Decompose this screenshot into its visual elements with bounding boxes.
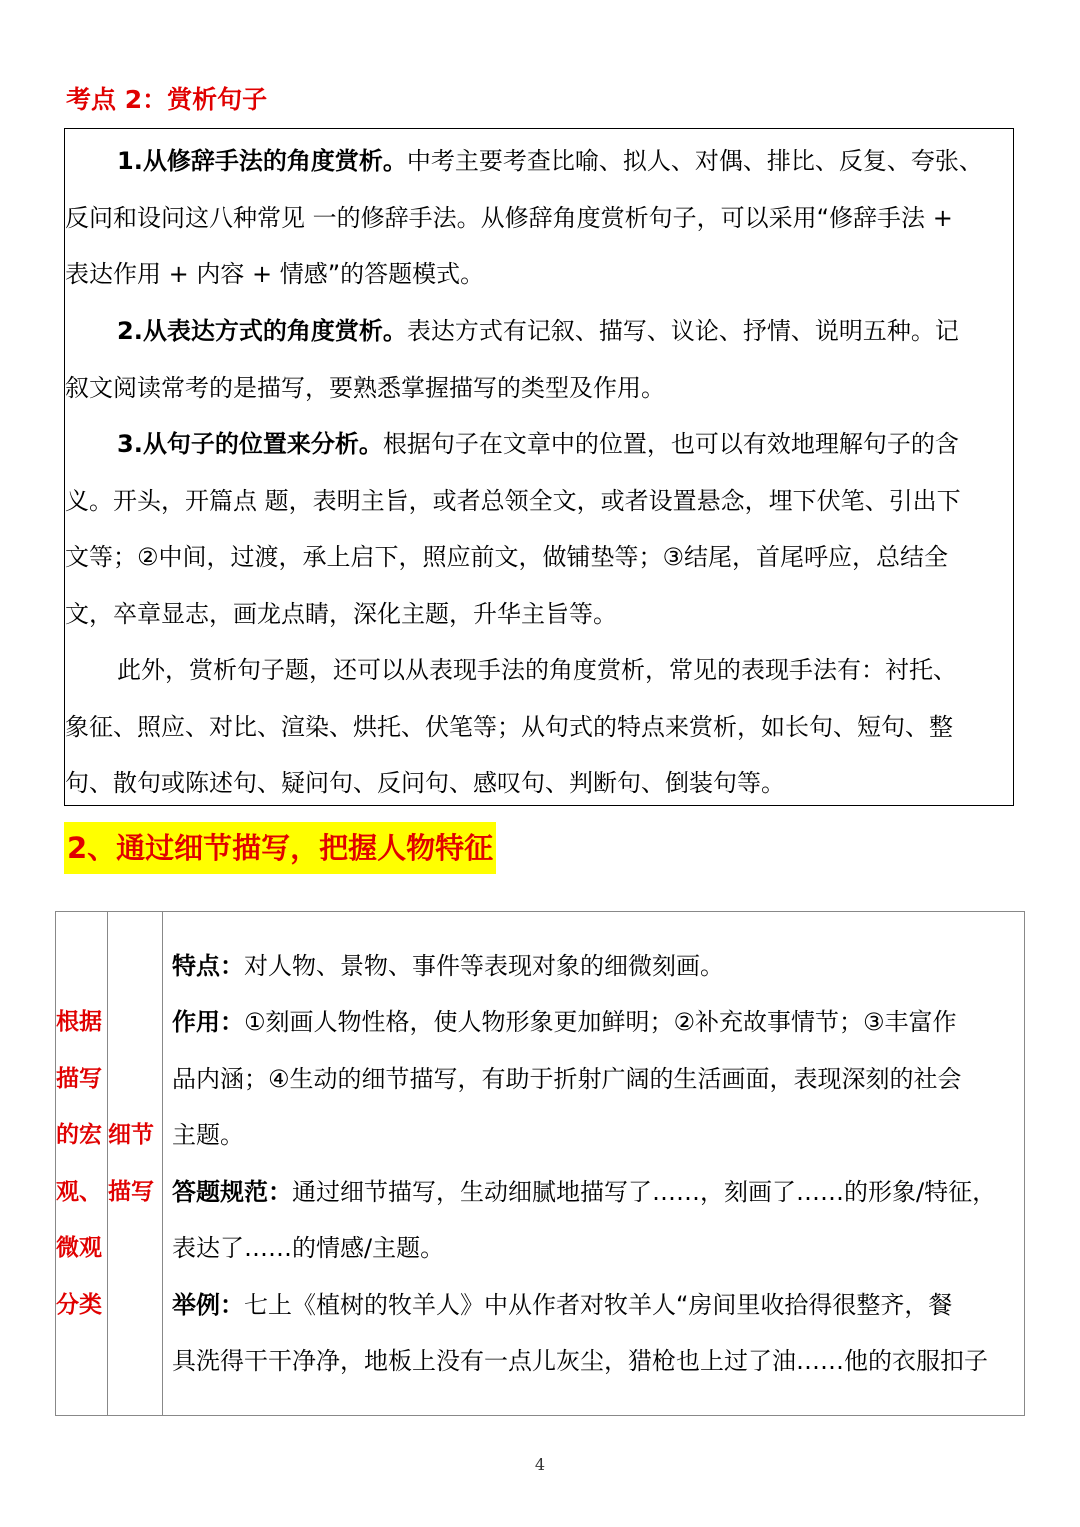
- page-number: 4: [534, 1455, 546, 1474]
- content-box: [64, 128, 1014, 806]
- feature-text: 对人物、景物、事件等表现对象的细微刻画。: [244, 951, 724, 980]
- paragraph-rhetoric: 1.从修辞手法的角度赏析。中考主要考查比喻、拟人、对偶、排比、反复、夸张、 反问和设问这八种常见 一的修辞手法。从修辞角度赏析句子，可以采用“修辞手法 + 表达作用 + 内容 + 情感”的答题模式。: [65, 147, 983, 288]
- feature-label: 特点：: [172, 951, 244, 980]
- paragraph-heading: 3.从句子的位置来分析。: [117, 430, 383, 458]
- answer-label: 答题规范：: [172, 1177, 292, 1206]
- detail-cell: 特点：对人物、景物、事件等表现对象的细微刻画。 作用：①刻画人物性格，使人物形象更加鲜明；②补充故事情节；③丰富作 品内涵；④生动的细节描写，有助于折射广阔的生活画面，表现深刻的社会 主题。 答题规范：通过细节描写，生动细腻地描写了……，刻画了……的形象/特征， 表达了……的情感/主题。 举例：七上《植树的牧羊人》中从作者对牧羊人“房间里收拾得很整齐，餐 具洗得干干净净，地板上没有一点儿灰尘，猎枪也上过了油……他的衣服扣子: [163, 912, 1025, 1416]
- paragraph-heading: 1.从修辞手法的角度赏析。: [117, 147, 407, 175]
- effect-label: 作用：: [172, 1008, 244, 1036]
- category-cell: 根据 描写 的宏 观、 微观 分类: [56, 912, 108, 1416]
- paragraph-other-methods: 此外，赏析句子题，还可以从表现手法的角度赏析，常见的表现手法有：衬托、 象征、照应、对比、渲染、烘托、伏笔等；从句式的特点来赏析，如长句、短句、整 句、散句或陈述句、疑问句、反问句、感叹句、判断句、倒装句等。: [65, 656, 957, 797]
- paragraph-expression: 2.从表达方式的角度赏析。表达方式有记叙、描写、议论、抒情、说明五种。记 叙文阅读常考的是描写，要熟悉掌握描写的类型及作用。: [65, 317, 959, 402]
- example-label: 举例：: [172, 1290, 244, 1319]
- paragraph-position: 3.从句子的位置来分析。根据句子在文章中的位置，也可以有效地理解句子的含 义。开头，开篇点 题，表明主旨，或者总领全文，或者设置悬念，埋下伏笔、引出下 文等；②中间，过渡，承上启下，照应前文，做铺垫等；③结尾，首尾呼应，总结全 文，卒章显志，画龙点睛，深化主题，升华主旨等。: [65, 430, 961, 628]
- detail-description-table: [55, 911, 1025, 1416]
- section-heading-appreciate-sentences: 考点 2：赏析句子: [66, 85, 268, 114]
- type-cell: 细节 描写: [108, 912, 163, 1416]
- section-heading-detail-description: 2、通过细节描写，把握人物特征: [64, 822, 496, 874]
- paragraph-heading: 2.从表达方式的角度赏析。: [117, 317, 407, 345]
